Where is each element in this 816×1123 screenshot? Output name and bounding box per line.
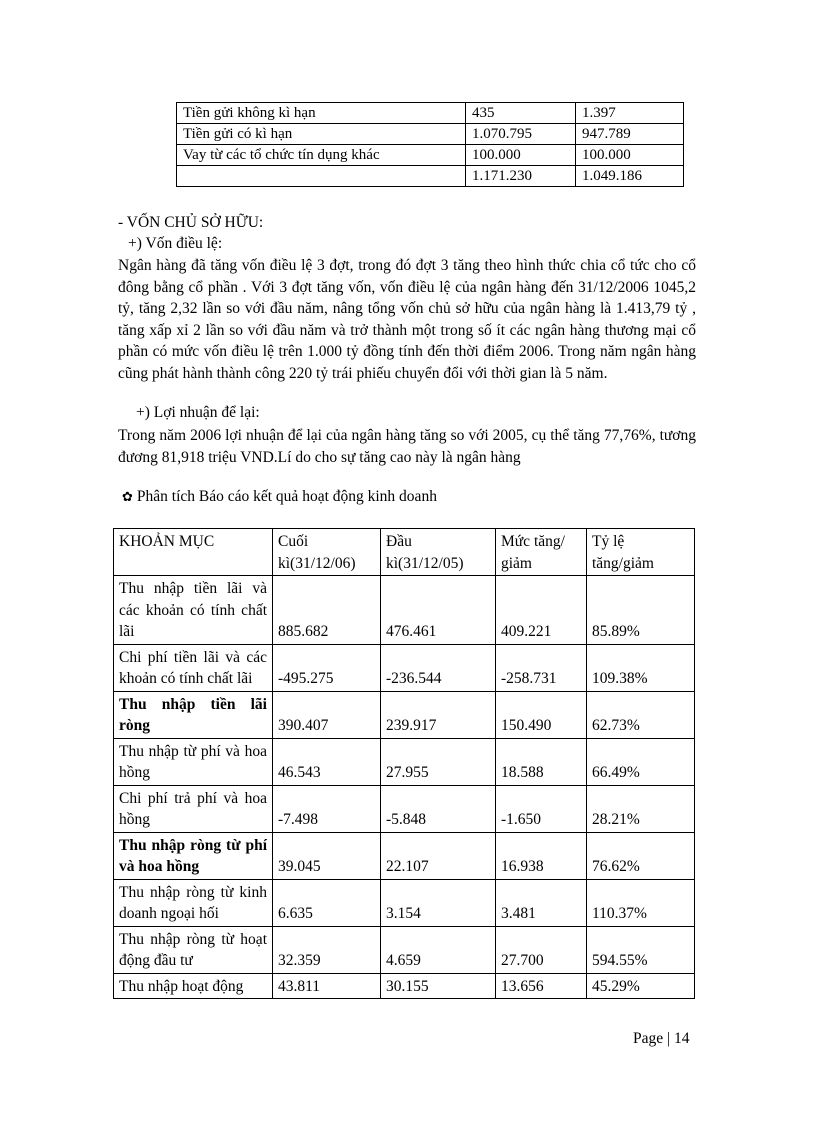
cell-value: 13.656 <box>496 973 587 999</box>
cell-value: 28.21% <box>587 785 695 832</box>
table-row <box>114 926 695 973</box>
analysis-title: Phân tích Báo cáo kết quả hoạt động kinh doanh <box>136 488 437 505</box>
cell-value: 885.682 <box>273 576 381 645</box>
row-label: Thu nhập tiền lãi ròng <box>114 691 273 738</box>
cell-value: 62.73% <box>587 691 695 738</box>
row-label: Thu nhập ròng từ hoạt động đầu tư <box>114 926 273 973</box>
cell-value: -1.650 <box>496 785 587 832</box>
cell-value: 76.62% <box>587 832 695 879</box>
cell-value: 32.359 <box>273 926 381 973</box>
cell-value: -258.731 <box>496 644 587 691</box>
cell-value: 100.000 <box>466 145 576 166</box>
retained-earnings-title: +) Lợi nhuận để lại: <box>136 404 260 421</box>
cell-value: 100.000 <box>576 145 684 166</box>
cell-value: 409.221 <box>496 576 587 645</box>
table-row <box>114 691 695 738</box>
charter-capital-title: +) Vốn điều lệ: <box>128 235 223 252</box>
retained-earnings-paragraph: Trong năm 2006 lợi nhuận để lại của ngân hàng tăng so với 2005, cụ thể tăng 77,76%, tương đương 81,918 triệu VND.Lí do cho sự tăng cao này là ngân hàng <box>118 427 696 466</box>
cell-value: 6.635 <box>273 879 381 926</box>
column-header: Mức tăng/ giảm <box>496 529 587 576</box>
row-label: Thu nhập hoạt động <box>114 973 273 999</box>
row-label: Thu nhập ròng từ kinh doanh ngoại hối <box>114 879 273 926</box>
cell-value: 27.955 <box>381 738 496 785</box>
cell-value: 39.045 <box>273 832 381 879</box>
cell-value: 476.461 <box>381 576 496 645</box>
cell-value: 1.397 <box>576 103 684 124</box>
cell-value: 85.89% <box>587 576 695 645</box>
row-label: Thu nhập tiền lãi và các khoản có tính chất lãi <box>114 576 273 645</box>
cell-value: 46.543 <box>273 738 381 785</box>
cell-value: -236.544 <box>381 644 496 691</box>
income-statement-table <box>113 528 695 999</box>
table-row <box>114 644 695 691</box>
cell-value: -7.498 <box>273 785 381 832</box>
cell-value: 4.659 <box>381 926 496 973</box>
cell-value: 3.154 <box>381 879 496 926</box>
page-number: Page | 14 <box>633 1030 690 1047</box>
table-row <box>177 145 684 166</box>
table-row <box>114 973 695 999</box>
cell-value: 43.811 <box>273 973 381 999</box>
table-row <box>114 738 695 785</box>
cell-value: 390.407 <box>273 691 381 738</box>
cell-value: 109.38% <box>587 644 695 691</box>
table-row <box>114 785 695 832</box>
table-header-row <box>114 529 695 576</box>
cell-value: 1.171.230 <box>466 166 576 187</box>
table-row <box>177 103 684 124</box>
column-header: Tỷ lệ tăng/giảm <box>587 529 695 576</box>
deposit-table <box>176 102 684 187</box>
cell-value: 66.49% <box>587 738 695 785</box>
row-label: Vay từ các tổ chức tín dụng khác <box>177 145 466 166</box>
cell-value: 239.917 <box>381 691 496 738</box>
table-row <box>114 879 695 926</box>
row-label: Thu nhập từ phí và hoa hồng <box>114 738 273 785</box>
cell-value: -5.848 <box>381 785 496 832</box>
cell-value: 1.049.186 <box>576 166 684 187</box>
cell-value: 45.29% <box>587 973 695 999</box>
row-label: Tiền gửi có kì hạn <box>177 124 466 145</box>
row-label <box>177 166 466 187</box>
table-row-total <box>177 166 684 187</box>
analysis-heading <box>122 488 437 506</box>
column-header: Cuối kì(31/12/06) <box>273 529 381 576</box>
cell-value: 27.700 <box>496 926 587 973</box>
charter-capital-paragraph: Ngân hàng đã tăng vốn điều lệ 3 đợt, trong đó đợt 3 tăng theo hình thức chia cổ tức cho cổ đông bằng cổ phần . Với 3 đợt tăng vốn, vốn điều lệ của ngân hàng đến 31/12/2006 1045,2 tỷ, tăng 2,32 lần so với đầu năm, nâng tổng vốn chủ sở hữu của ngân hàng là 1.413,79 tỷ , tăng xấp xỉ 2 lần so với đầu năm và trở thành một trong số ít các ngân hàng thương mại cổ phần có mức vốn điều lệ trên 1.000 tỷ đồng tính đến thời điểm 2006. Trong năm ngân hàng cũng phát hành thành công 220 tỷ trái phiếu chuyển đổi với thời gian là 5 năm. <box>118 257 696 382</box>
row-label: Tiền gửi không kì hạn <box>177 103 466 124</box>
table-row <box>114 576 695 645</box>
row-label: Chi phí tiền lãi và các khoản có tính chất lãi <box>114 644 273 691</box>
cell-value: 16.938 <box>496 832 587 879</box>
cell-value: 30.155 <box>381 973 496 999</box>
cell-value: 947.789 <box>576 124 684 145</box>
cell-value: -495.275 <box>273 644 381 691</box>
cell-value: 110.37% <box>587 879 695 926</box>
table-row <box>177 124 684 145</box>
row-label: Thu nhập ròng từ phí và hoa hồng <box>114 832 273 879</box>
cell-value: 3.481 <box>496 879 587 926</box>
equity-heading: - VỐN CHỦ SỞ HỮU: <box>118 214 264 231</box>
cell-value: 594.55% <box>587 926 695 973</box>
column-header: Đầu kì(31/12/05) <box>381 529 496 576</box>
cell-value: 22.107 <box>381 832 496 879</box>
cell-value: 1.070.795 <box>466 124 576 145</box>
cell-value: 150.490 <box>496 691 587 738</box>
flower-bullet-icon: ✿ <box>122 490 133 505</box>
cell-value: 435 <box>466 103 576 124</box>
table-row <box>114 832 695 879</box>
cell-value: 18.588 <box>496 738 587 785</box>
column-header: KHOẢN MỤC <box>114 529 273 576</box>
row-label: Chi phí trả phí và hoa hồng <box>114 785 273 832</box>
